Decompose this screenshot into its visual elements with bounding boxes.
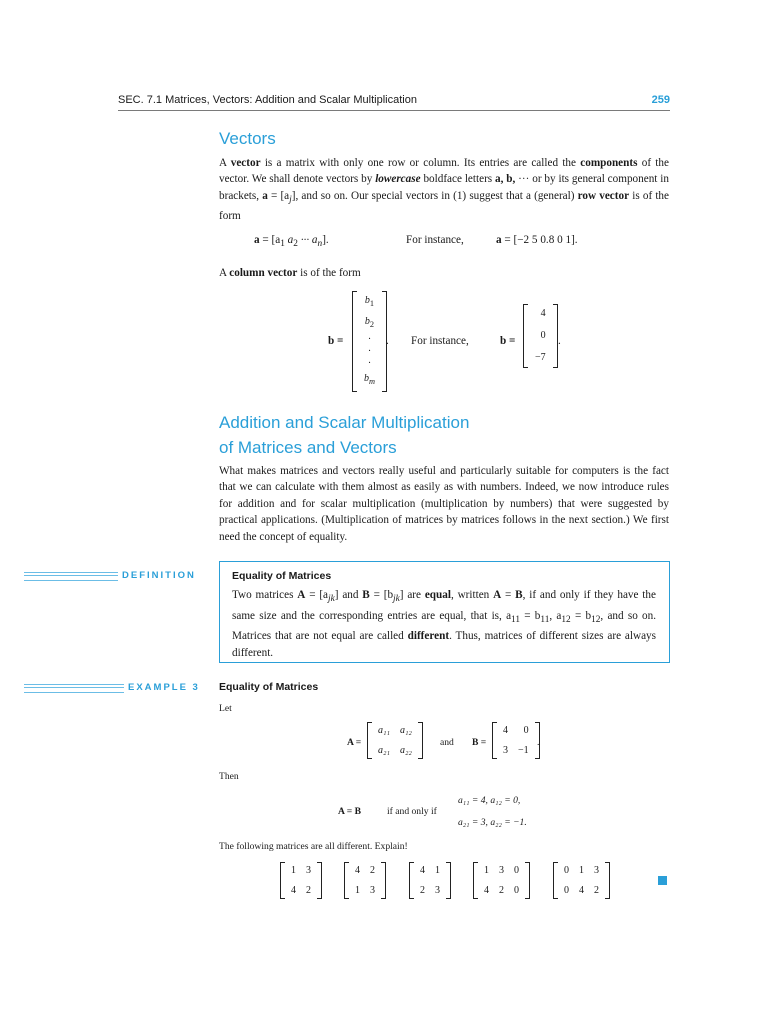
definition-title: Equality of Matrices [232, 570, 332, 582]
addition-heading-line2: of Matrices and Vectors [219, 438, 397, 457]
matrix-m1: 1 3 4 2 [280, 862, 322, 899]
column-instance-lhs: b = [500, 335, 516, 347]
running-header [118, 94, 670, 108]
definition-rule [24, 572, 118, 581]
column-instance-vector: 4 0 −7 [523, 304, 558, 368]
condition-line-1: a₁₁ = 4, a₁₂ = 0, [458, 795, 521, 806]
matrix-b: 4 0 3 −1 [492, 722, 540, 759]
example-title: Equality of Matrices [219, 681, 319, 693]
matrix-a-lhs: A = [347, 737, 362, 748]
matrix-m4: 1 3 0 4 2 0 [473, 862, 530, 899]
vectors-paragraph: A vector is a matrix with only one row or column. Its entries are called the components of the vector. We shall denote vectors by lowercase boldface letters a, b, ··· or by its general component in brackets, $a = [a_j]$, and so on. Our special vectors in (1) suggest that a (general) row vector is of the form [219, 157, 669, 223]
section-title: SEC. 7.1 Matrices, Vectors: Addition and Scalar Multiplication [118, 94, 417, 106]
condition-line-2: a₂₁ = 3, a₂₂ = −1. [458, 817, 527, 828]
iff-text: if and only if [387, 806, 437, 817]
column-instance-label: For instance, [411, 335, 469, 347]
matrix-m3: 4 1 2 3 [409, 862, 451, 899]
row-instance-equation: a = [−2 5 0.8 0 1]. [496, 234, 578, 246]
row-vector-equation: $a = [a_1$ $a_2$ ··· $a_n$]. [254, 234, 329, 250]
definition-text: Two matrices $A = [a_{jk}]$ and $B = [b_{jk}]$ are equal, written A = B, if and only if they have the same size and the corresponding entries are equal, that is, $a_{11} = b_{11}$, $a_{12} = b_{12}$, and so on. Matrices that are not equal are called different. Thus, matrices of different sizes are always different. [232, 589, 657, 659]
example-and: and [440, 737, 454, 748]
column-vector-general: $b_1$ $b_2$ · · · $b_m$ [352, 291, 387, 392]
matrix-a: a₁₁ a₁₂ a₂₁ a₂₂ [367, 722, 423, 759]
addition-heading-line1: Addition and Scalar Multiplication [219, 413, 470, 432]
addition-paragraph: What makes matrices and vectors really useful and particularly suitable for computers is the fact that we can calculate with them almost as easily as with numbers. Indeed, we now introduce rules for addition and for scalar multiplication (multiplication by numbers) that were suggested by practical applications. (Multiplication of matrices by matrices follows in the next section.) We first need the concept of equality. [219, 465, 669, 543]
row-instance-label: For instance, [406, 234, 464, 246]
example-let: Let [219, 703, 232, 714]
page-number: 259 [651, 94, 670, 106]
column-b-lhs: b = [328, 335, 344, 347]
a-equals-b: A = B [338, 806, 362, 817]
matrix-b-lhs: B = [472, 737, 487, 748]
example-rule [24, 684, 124, 693]
different-matrices-text: The following matrices are all different. Explain! [219, 841, 408, 852]
end-of-example-square-icon [658, 876, 667, 885]
example-label: EXAMPLE 3 [128, 682, 200, 693]
example-then: Then [219, 771, 239, 782]
matrix-m2: 4 2 1 3 [344, 862, 386, 899]
definition-label: DEFINITION [122, 570, 196, 581]
vectors-heading: Vectors [219, 129, 276, 148]
header-rule [118, 110, 670, 111]
matrix-m5: 0 1 3 0 4 2 [553, 862, 610, 899]
column-vector-intro: A column vector is of the form [219, 267, 361, 279]
